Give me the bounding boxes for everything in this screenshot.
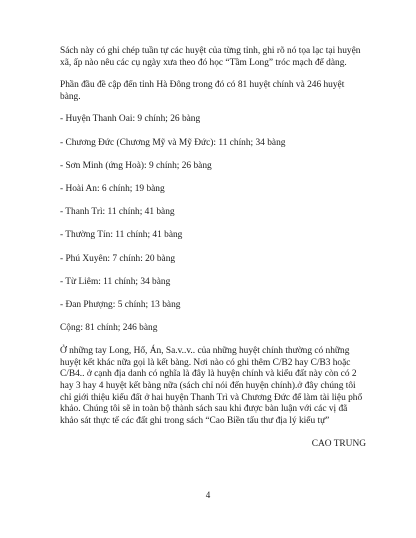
document-body [60,46,366,451]
list-item: - Phú Xuyên: 7 chính: 20 bàng [60,253,176,264]
list-item: - Sơn Minh (ứng Hoà): 9 chính; 26 bàng [60,160,212,171]
list-item: - Huyện Thanh Oai: 9 chính; 26 bàng [60,114,201,125]
intro-paragraph: Sách này có ghi chép tuần tự các huyệt của từng tỉnh, ghi rõ nó tọa lạc tại huyện xã, ấp nào nêu các cụ ngày xưa theo đó học “Tầm Long” tróc mạch để dàng. [60,46,361,68]
closing-paragraph: Ở những tay Long, Hổ, Án, Sa.v..v.. của những huyệt chính thường có những huyệt kết khác nữa gọi là kết bàng. Nơi nào có ghi thêm C/B2 hay C/B3 hoặc C/B4.. ở cạnh địa danh có nghĩa là đây là huyện chính và kiểu đất này còn có 2 hay 3 hay 4 huyệt kết bàng nữa (sách chỉ nói đến huyện chính).ở đây chúng tôi chỉ giới thiệu kiểu đất ở hai huyện Thanh Trì và Chương Đức để làm tài liệu phổ khảo. Chúng tôi sẽ in toàn bộ thành sách sau khi được bàn luận với các vị đã khảo sát thực tế các đất ghi trong sách “Cao Biền tấu thư địa lý kiểu tự” [60,346,363,426]
author-signature: CAO TRUNG [311,439,366,450]
district-list [60,114,366,311]
list-item: - Đan Phượng: 5 chính; 13 bàng [60,299,181,310]
list-item: - Thanh Trì: 11 chính; 41 bàng [60,207,175,218]
list-item: - Hoài An: 6 chính; 19 bàng [60,183,165,194]
list-item: - Chương Đức (Chương Mỹ và Mỹ Đức): 11 chính; 34 bàng [60,137,286,148]
list-item: - Từ Liêm: 11 chính; 34 bàng [60,276,171,287]
list-item: - Thường Tín: 11 chính; 41 bàng [60,230,183,241]
section-paragraph: Phần đầu đề cập đến tỉnh Hà Đông trong đó có 81 huyệt chính và 246 huyệt bàng. [60,80,345,102]
total-line: Cộng: 81 chính; 246 bàng [60,323,158,334]
page-number: 4 [205,490,211,500]
